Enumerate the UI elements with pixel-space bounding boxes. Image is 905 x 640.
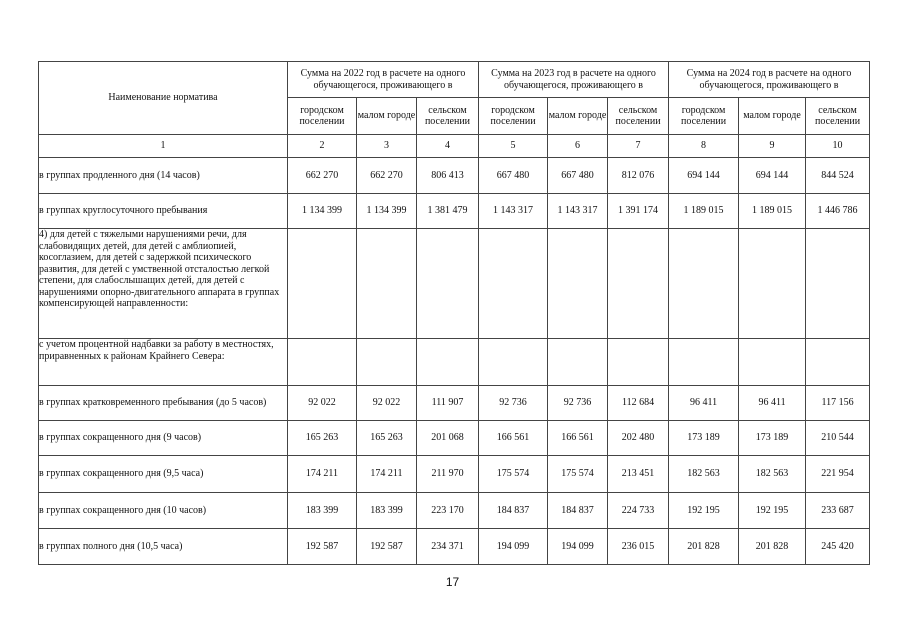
value-cell: 812 076 bbox=[608, 158, 669, 194]
sub-header-urban: городском поселении bbox=[669, 98, 739, 135]
value-cell: 202 480 bbox=[608, 421, 669, 456]
value-cell: 111 907 bbox=[417, 386, 479, 421]
row-label: в группах полного дня (10,5 часа) bbox=[39, 529, 288, 565]
row-label: в группах сокращенного дня (9,5 часа) bbox=[39, 456, 288, 493]
value-cell: 182 563 bbox=[669, 456, 739, 493]
column-number: 8 bbox=[669, 135, 739, 158]
value-cell bbox=[548, 339, 608, 386]
value-cell: 806 413 bbox=[417, 158, 479, 194]
column-number: 5 bbox=[479, 135, 548, 158]
value-cell: 667 480 bbox=[548, 158, 608, 194]
value-cell: 166 561 bbox=[479, 421, 548, 456]
value-cell: 184 837 bbox=[479, 493, 548, 529]
value-cell: 236 015 bbox=[608, 529, 669, 565]
year-2022-header: Сумма на 2022 год в расчете на одного обучающегося, проживающего в bbox=[288, 62, 479, 98]
value-cell bbox=[806, 339, 870, 386]
sub-header-small-town: малом городе bbox=[357, 98, 417, 135]
sub-header-small-town: малом городе bbox=[739, 98, 806, 135]
value-cell: 1 143 317 bbox=[548, 194, 608, 229]
value-cell: 194 099 bbox=[479, 529, 548, 565]
value-cell bbox=[288, 339, 357, 386]
value-cell: 224 733 bbox=[608, 493, 669, 529]
value-cell: 1 446 786 bbox=[806, 194, 870, 229]
table-row bbox=[39, 529, 870, 565]
value-cell: 175 574 bbox=[548, 456, 608, 493]
value-cell: 165 263 bbox=[288, 421, 357, 456]
value-cell: 201 828 bbox=[739, 529, 806, 565]
column-number: 4 bbox=[417, 135, 479, 158]
value-cell bbox=[739, 229, 806, 339]
table-row bbox=[39, 386, 870, 421]
table-row bbox=[39, 493, 870, 529]
value-cell: 183 399 bbox=[288, 493, 357, 529]
sub-header-small-town: малом городе bbox=[548, 98, 608, 135]
column-number: 2 bbox=[288, 135, 357, 158]
value-cell bbox=[669, 229, 739, 339]
column-number: 7 bbox=[608, 135, 669, 158]
norms-table bbox=[38, 61, 870, 565]
value-cell bbox=[608, 339, 669, 386]
page-number: 17 bbox=[445, 575, 460, 589]
sub-header-urban: городском поселении bbox=[288, 98, 357, 135]
value-cell: 223 170 bbox=[417, 493, 479, 529]
year-2024-header: Сумма на 2024 год в расчете на одного обучающегося, проживающего в bbox=[669, 62, 870, 98]
value-cell: 184 837 bbox=[548, 493, 608, 529]
value-cell: 662 270 bbox=[357, 158, 417, 194]
value-cell: 662 270 bbox=[288, 158, 357, 194]
table-row bbox=[39, 158, 870, 194]
value-cell: 694 144 bbox=[739, 158, 806, 194]
table-row bbox=[39, 229, 870, 339]
row-label: с учетом процентной надбавки за работу в местностях, приравненных к районам Крайнего Севера: bbox=[39, 339, 288, 386]
value-cell: 1 189 015 bbox=[669, 194, 739, 229]
value-cell bbox=[417, 339, 479, 386]
value-cell: 234 371 bbox=[417, 529, 479, 565]
value-cell: 210 544 bbox=[806, 421, 870, 456]
value-cell: 182 563 bbox=[739, 456, 806, 493]
value-cell bbox=[669, 339, 739, 386]
value-cell: 844 524 bbox=[806, 158, 870, 194]
value-cell: 192 587 bbox=[357, 529, 417, 565]
value-cell: 1 391 174 bbox=[608, 194, 669, 229]
value-cell bbox=[479, 229, 548, 339]
value-cell bbox=[357, 339, 417, 386]
value-cell: 213 451 bbox=[608, 456, 669, 493]
sub-header-rural: сельском поселении bbox=[608, 98, 669, 135]
table-row bbox=[39, 421, 870, 456]
row-label: 4) для детей с тяжелыми нарушениями речи, для слабовидящих детей, для детей с амблиопией, косоглазием, для детей с задержкой психического развития, для детей с умственной отсталостью легкой степени, для слабослышащих детей, для детей с нарушениями опорно-двигательного аппарата в группах компенсирующей направленности: bbox=[39, 229, 288, 339]
value-cell bbox=[479, 339, 548, 386]
value-cell: 201 068 bbox=[417, 421, 479, 456]
value-cell: 174 211 bbox=[288, 456, 357, 493]
value-cell: 1 134 399 bbox=[288, 194, 357, 229]
value-cell: 175 574 bbox=[479, 456, 548, 493]
value-cell bbox=[806, 229, 870, 339]
value-cell: 92 736 bbox=[548, 386, 608, 421]
value-cell: 194 099 bbox=[548, 529, 608, 565]
value-cell bbox=[288, 229, 357, 339]
value-cell bbox=[739, 339, 806, 386]
value-cell: 667 480 bbox=[479, 158, 548, 194]
value-cell bbox=[417, 229, 479, 339]
value-cell: 233 687 bbox=[806, 493, 870, 529]
column-number: 1 bbox=[39, 135, 288, 158]
row-label: в группах кратковременного пребывания (до 5 часов) bbox=[39, 386, 288, 421]
column-number-row bbox=[39, 135, 870, 158]
value-cell: 1 134 399 bbox=[357, 194, 417, 229]
value-cell: 1 381 479 bbox=[417, 194, 479, 229]
value-cell: 92 022 bbox=[357, 386, 417, 421]
name-header: Наименование норматива bbox=[39, 62, 288, 135]
value-cell: 92 022 bbox=[288, 386, 357, 421]
value-cell: 112 684 bbox=[608, 386, 669, 421]
row-label: в группах сокращенного дня (9 часов) bbox=[39, 421, 288, 456]
sub-header-urban: городском поселении bbox=[479, 98, 548, 135]
value-cell: 192 587 bbox=[288, 529, 357, 565]
sub-header-rural: сельском поселении bbox=[417, 98, 479, 135]
value-cell: 192 195 bbox=[669, 493, 739, 529]
value-cell: 166 561 bbox=[548, 421, 608, 456]
value-cell bbox=[548, 229, 608, 339]
value-cell: 165 263 bbox=[357, 421, 417, 456]
value-cell: 192 195 bbox=[739, 493, 806, 529]
value-cell: 201 828 bbox=[669, 529, 739, 565]
table-row bbox=[39, 194, 870, 229]
value-cell: 183 399 bbox=[357, 493, 417, 529]
value-cell: 694 144 bbox=[669, 158, 739, 194]
value-cell: 173 189 bbox=[669, 421, 739, 456]
value-cell: 173 189 bbox=[739, 421, 806, 456]
column-number: 3 bbox=[357, 135, 417, 158]
value-cell: 117 156 bbox=[806, 386, 870, 421]
value-cell bbox=[608, 229, 669, 339]
column-number: 10 bbox=[806, 135, 870, 158]
value-cell: 92 736 bbox=[479, 386, 548, 421]
sub-header-rural: сельском поселении bbox=[806, 98, 870, 135]
value-cell: 1 189 015 bbox=[739, 194, 806, 229]
row-label: в группах сокращенного дня (10 часов) bbox=[39, 493, 288, 529]
value-cell: 1 143 317 bbox=[479, 194, 548, 229]
value-cell: 174 211 bbox=[357, 456, 417, 493]
value-cell: 245 420 bbox=[806, 529, 870, 565]
value-cell: 96 411 bbox=[739, 386, 806, 421]
value-cell bbox=[357, 229, 417, 339]
row-label: в группах продленного дня (14 часов) bbox=[39, 158, 288, 194]
year-2023-header: Сумма на 2023 год в расчете на одного обучающегося, проживающего в bbox=[479, 62, 669, 98]
table-row bbox=[39, 339, 870, 386]
value-cell: 221 954 bbox=[806, 456, 870, 493]
row-label: в группах круглосуточного пребывания bbox=[39, 194, 288, 229]
value-cell: 211 970 bbox=[417, 456, 479, 493]
column-number: 6 bbox=[548, 135, 608, 158]
table-row bbox=[39, 456, 870, 493]
column-number: 9 bbox=[739, 135, 806, 158]
value-cell: 96 411 bbox=[669, 386, 739, 421]
